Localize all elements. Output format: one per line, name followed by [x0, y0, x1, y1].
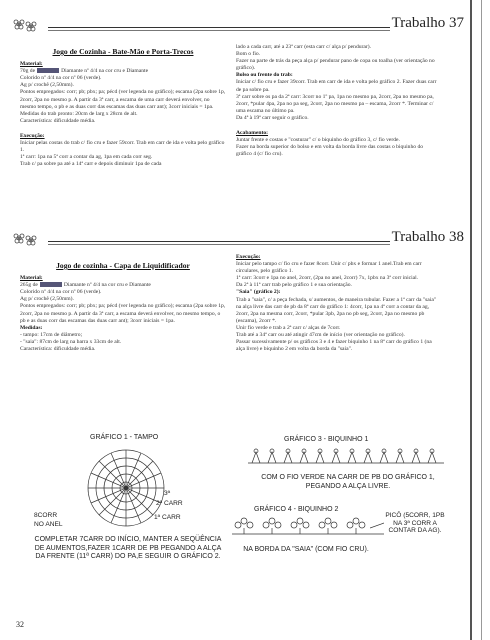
chart1-caption: COMPLETAR 7CARR DO INÍCIO, MANTER A SEQÜÊNCIA DE AUMENTOS,FAZER 1CARR DE PB PEGANDO A ALÇA DA FRENTE (11ª CARR) DO PA,E SEGUIR O GRÁFICO 2. — [34, 536, 222, 560]
execution-text-1: Iniciar pelo tampo c/ fio cru e fazer 8corr. Unir c/ pbx e formar 1 anel.Trab em carr circulares, pelo gráfico 1. — [236, 261, 422, 275]
flower-ornament-icon — [12, 230, 42, 250]
execution-heading: Execução: — [20, 132, 45, 139]
chart1-title: GRÁFICO 1 - TAMPO — [90, 434, 159, 441]
chart3-title: GRÁFICO 3 - BIQUINHO 1 — [284, 436, 369, 443]
execution-text-3: Trab c/ pa sobre pa até a 14ª carr e depois diminuir 1pa de cada — [20, 161, 162, 168]
front-text-3: Da 4ª à 19ª carr seguir o gráfico. — [236, 114, 309, 121]
brand-logo-icon — [40, 282, 62, 287]
execution-text-1: Iniciar pelas costas do trab c/ fio cru e fazer 59corr. Trab em carr de ida e volta pelo gráfico 1. — [20, 140, 225, 154]
t38-right-column — [236, 254, 440, 353]
col2-text-2: Bom o fio. — [236, 51, 261, 58]
skirt-text-4: Passar sucessivamente p/ os gráficos 3 e 4 e fazer biquinho 1 na 8ª carr do gráfico 1 (na alça livre) e biquinho 2 em volta da borda da "saia". — [236, 339, 432, 353]
skirt-text-3: Trab até a 34ª carr ou até atingir 47cm de início (ver orientação no gráfico). — [236, 332, 405, 339]
header-rule-thin — [48, 30, 390, 31]
skirt-heading: "Saia" (gráfico 2): — [236, 289, 281, 296]
t37-left-column — [20, 48, 226, 168]
skirt-text-2: Unir fio verde e trab a 2ª carr c/ alças de 7corr. — [236, 324, 341, 331]
chart3-caption: COM O FIO VERDE NA CARR DE PB DO GRÁFICO 1, PEGANDO A ALÇA LIVRE. — [261, 474, 435, 490]
chart1-label-8corr: 8CORR — [34, 512, 58, 519]
flower-ornament-icon — [12, 16, 42, 36]
measurement-1: - tampo: 17cm de diâmetro; — [20, 331, 83, 338]
material-qty: 70g de — [20, 68, 36, 75]
chart1-label-round2: 2ª CARR — [156, 500, 183, 507]
t37-right-column — [236, 44, 440, 158]
section-title: Trabalho 38 — [391, 229, 464, 245]
front-text-2: 3ª carr sobre os pa da 2ª carr: 3corr no 1º pa, 1pa no mesmo pa, 2corr, 2pa no mesmo pa, 2corr, *pular 4pa, 2pa no pa seg, 2corr, 2pa no mesmo pa – escama, 2corr *. Terminar c/ uma escama no último pa. — [236, 93, 434, 114]
material-yarn: Diamante nº 4/4 na cor cru e Diamante — [61, 68, 149, 75]
material-color: Colorido nº 4/4 na cor nº 06 (verde). — [20, 289, 102, 296]
section-title: Trabalho 37 — [391, 15, 464, 31]
page-edge-line — [470, 0, 472, 640]
finishing-text-1: Juntar frente e costas e "costurar" c/ o biquinho do gráfico 3, c/ fio verde. — [236, 137, 400, 144]
chart1-label-round3: 3ª — [164, 490, 171, 497]
material-needle: Ag p/ crochê (2,50mm). — [20, 82, 74, 89]
material-heading: Material: — [20, 61, 43, 68]
skirt-text-1: Trab a "saia", c/ a peça fechada, s/ aumentos, de maneira tubular. Fazer a 1ª carr da "saia" na alça livre das carr de pb da 8ª carr do gráfico 1: 4corr, 1pa na 4ª corr a contar da ag, 2corr, 2pa na mesma corr, 2corr, *pular 3pb, 2pa no pb seg, 2corr, 2pa no mesmo pb (escama), 2corr *. — [236, 296, 437, 324]
stitches-text: Pontos empregados: corr; pb; pbx; pa; pécd (ver legenda no gráfico); escama (2pa sobre 1p, 2corr, 2pa no mesmo p. A partir da 3ª carr, a escama deverá envolver, no mesmo tempo, o pb e as duas corr das escamas das duas carr ant); 3corr iniciais = 1pa. — [20, 303, 226, 324]
material-needle: Ag p/ crochê (2,50mm). — [20, 296, 74, 303]
difficulty-text: Característica: dificuldade média. — [20, 117, 96, 124]
measurement-2: - "saia": 87cm de larg na barra x 33cm de alt. — [20, 338, 122, 345]
col2-text-3: Fazer na parte de trás da peça alça p/ pendurar pano de copa ou toalha (ver orientação no gráfico). — [236, 58, 435, 72]
chart4-title: GRÁFICO 4 - BIQUINHO 2 — [254, 506, 339, 513]
header-rule — [48, 241, 390, 242]
difficulty-text: Característica: dificuldade média. — [20, 346, 96, 353]
execution-heading: Execução: — [236, 254, 261, 260]
section-header-37 — [8, 14, 470, 38]
execution-text-2: 1ª carr: 3corr e 1pa no anel, 2corr, (2pa no anel, 2corr) 7x, 1pbx na 3ª corr inicial. — [236, 275, 419, 282]
chart1-label-ring: NO ANEL — [34, 521, 63, 528]
t38-left-column — [20, 262, 226, 353]
header-rule — [48, 27, 390, 28]
material-qty: 265g de — [20, 282, 38, 289]
finishing-heading: Acabamento: — [236, 130, 269, 137]
chart4-crochet-diagram — [232, 516, 384, 540]
front-heading: Bolso ou frente do trab: — [236, 72, 293, 79]
chart3-crochet-diagram — [248, 446, 444, 468]
pointer-arrow-icon — [370, 522, 384, 530]
section-header-38 — [8, 228, 470, 252]
project-title: Jogo de Cozinha - Bate-Mão e Porta-Trecos — [52, 47, 194, 56]
measurements-heading: Medidas: — [20, 324, 43, 331]
page-number: 32 — [16, 620, 24, 629]
project-title: Jogo de cozinha - Capa de Liquidificador — [56, 261, 190, 270]
chart4-pico-label: PICÔ (5CORR, 1PB NA 3ª CORR A CONTAR DA AG). — [385, 512, 445, 534]
measurements-text: Medidas do trab pronto: 20cm de larg x 28cm de alt. — [20, 110, 138, 117]
execution-text-2: 1ª carr: 1pa na 5ª corr a contar da ag, 1pa em cada corr seg. — [20, 154, 153, 161]
execution-text-3: Da 2ª à 11ª carr trab pelo gráfico 1 e sua orientação. — [236, 282, 352, 289]
stitches-text: Pontos empregados: corr; pb; pbx; pa; pécd (ver legenda no gráfico); escama (2pa sobre 1p, 2corr, 2pa no mesmo p. A partir da 3ª carr, a escama de uma carr deverá envolver, no mesmo tempo, o pb e as duas corr das escamas das duas carr ant); 3corr iniciais = 1pa. — [20, 89, 226, 110]
brand-logo-icon — [37, 68, 59, 73]
front-text-1: Iniciar c/ fio cru e fazer 39corr. Trab em carr de ida e volta pelo gráfico 2. Fazer duas carr de pa sobre pa. — [236, 79, 437, 93]
header-rule-thin — [48, 244, 390, 245]
material-heading: Material: — [20, 275, 43, 282]
material-color: Colorido nº 4/4 na cor nº 06 (verde). — [20, 75, 102, 82]
finishing-text-2: Fazer na borda superior do bolso e em volta da borda livre das costas o biquinho do gráfico 4 (c/ fio cru). — [236, 144, 424, 158]
material-yarn: Diamante nº 4/4 na cor cru e Diamante — [63, 282, 151, 289]
page-edge-line-thin — [481, 0, 482, 640]
chart1-label-round1: 1ª CARR — [154, 514, 181, 521]
chart4-caption: NA BORDA DA "SAIA" (COM FIO CRU). — [243, 546, 369, 553]
col2-text-1: lado a cada carr, até a 23ª carr (esta carr c/ alça p/ pendurar). — [236, 44, 372, 50]
